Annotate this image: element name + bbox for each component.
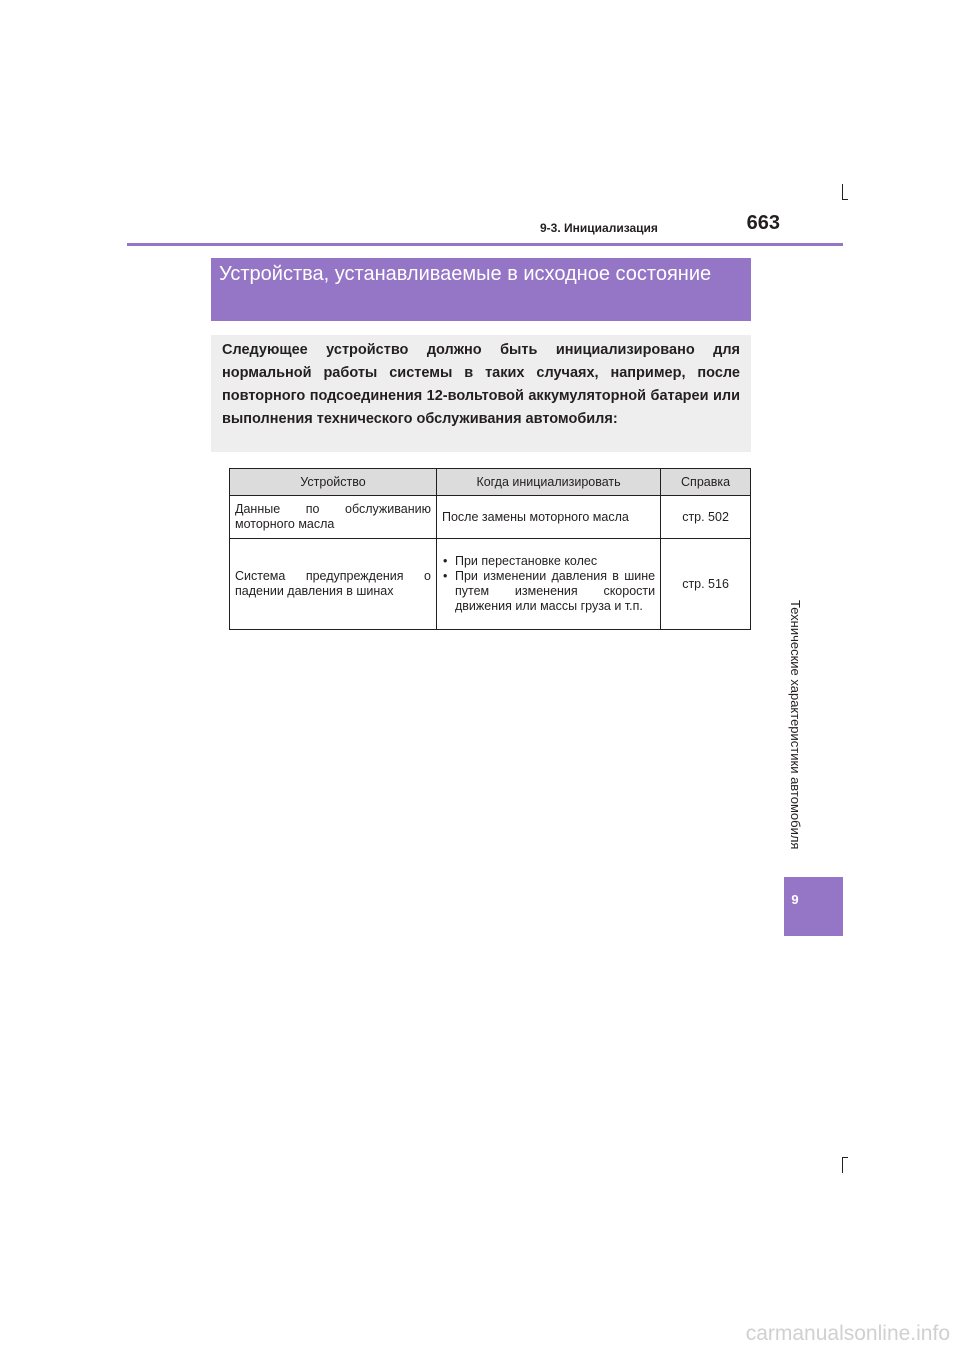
chapter-side-label: Технические характеристики автомобиля — [788, 600, 803, 850]
condition-list — [442, 554, 655, 614]
intro-box — [211, 335, 751, 452]
section-title-box — [211, 258, 751, 321]
row-when — [436, 539, 660, 630]
row-device: Данные по обслуживанию моторного масла — [230, 496, 437, 539]
section-title: Устройства, устанавливаемые в исходное состояние — [219, 263, 712, 285]
crop-mark-bottom-foot — [842, 1157, 848, 1158]
header-reference: Справка — [661, 469, 751, 496]
table-header-row — [230, 469, 751, 496]
watermark: carmanualsonline.info — [745, 1322, 950, 1345]
header-rule — [127, 243, 843, 246]
crop-mark-top — [842, 184, 843, 200]
header-device: Устройство — [230, 469, 437, 496]
header-when: Когда инициализировать — [436, 469, 660, 496]
row-reference: стр. 516 — [661, 539, 751, 630]
table-row — [230, 539, 751, 630]
list-item: • При перестановке колес — [442, 554, 655, 569]
crop-mark-bottom — [842, 1157, 843, 1173]
list-item: • При изменении давления в шине путем изменения скорости движения или массы груза и т.п. — [442, 569, 655, 614]
row-device: Система предупреждения о падении давления в шинах — [230, 539, 437, 630]
section-label: 9-3. Инициализация — [540, 221, 658, 235]
page-number: 663 — [746, 212, 780, 234]
chapter-number: 9 — [791, 892, 799, 907]
crop-mark-top-foot — [842, 199, 848, 200]
initialization-table — [229, 468, 751, 630]
row-when: После замены моторного масла — [436, 496, 660, 539]
intro-text: Следующее устройство должно быть инициализировано для нормальной работы системы в таких случаях, например, после повторного подсоединения 12-вольтовой аккумуляторной батареи или выполнения технического обслуживания автомобиля: — [222, 342, 740, 427]
row-reference: стр. 502 — [661, 496, 751, 539]
table-row — [230, 496, 751, 539]
